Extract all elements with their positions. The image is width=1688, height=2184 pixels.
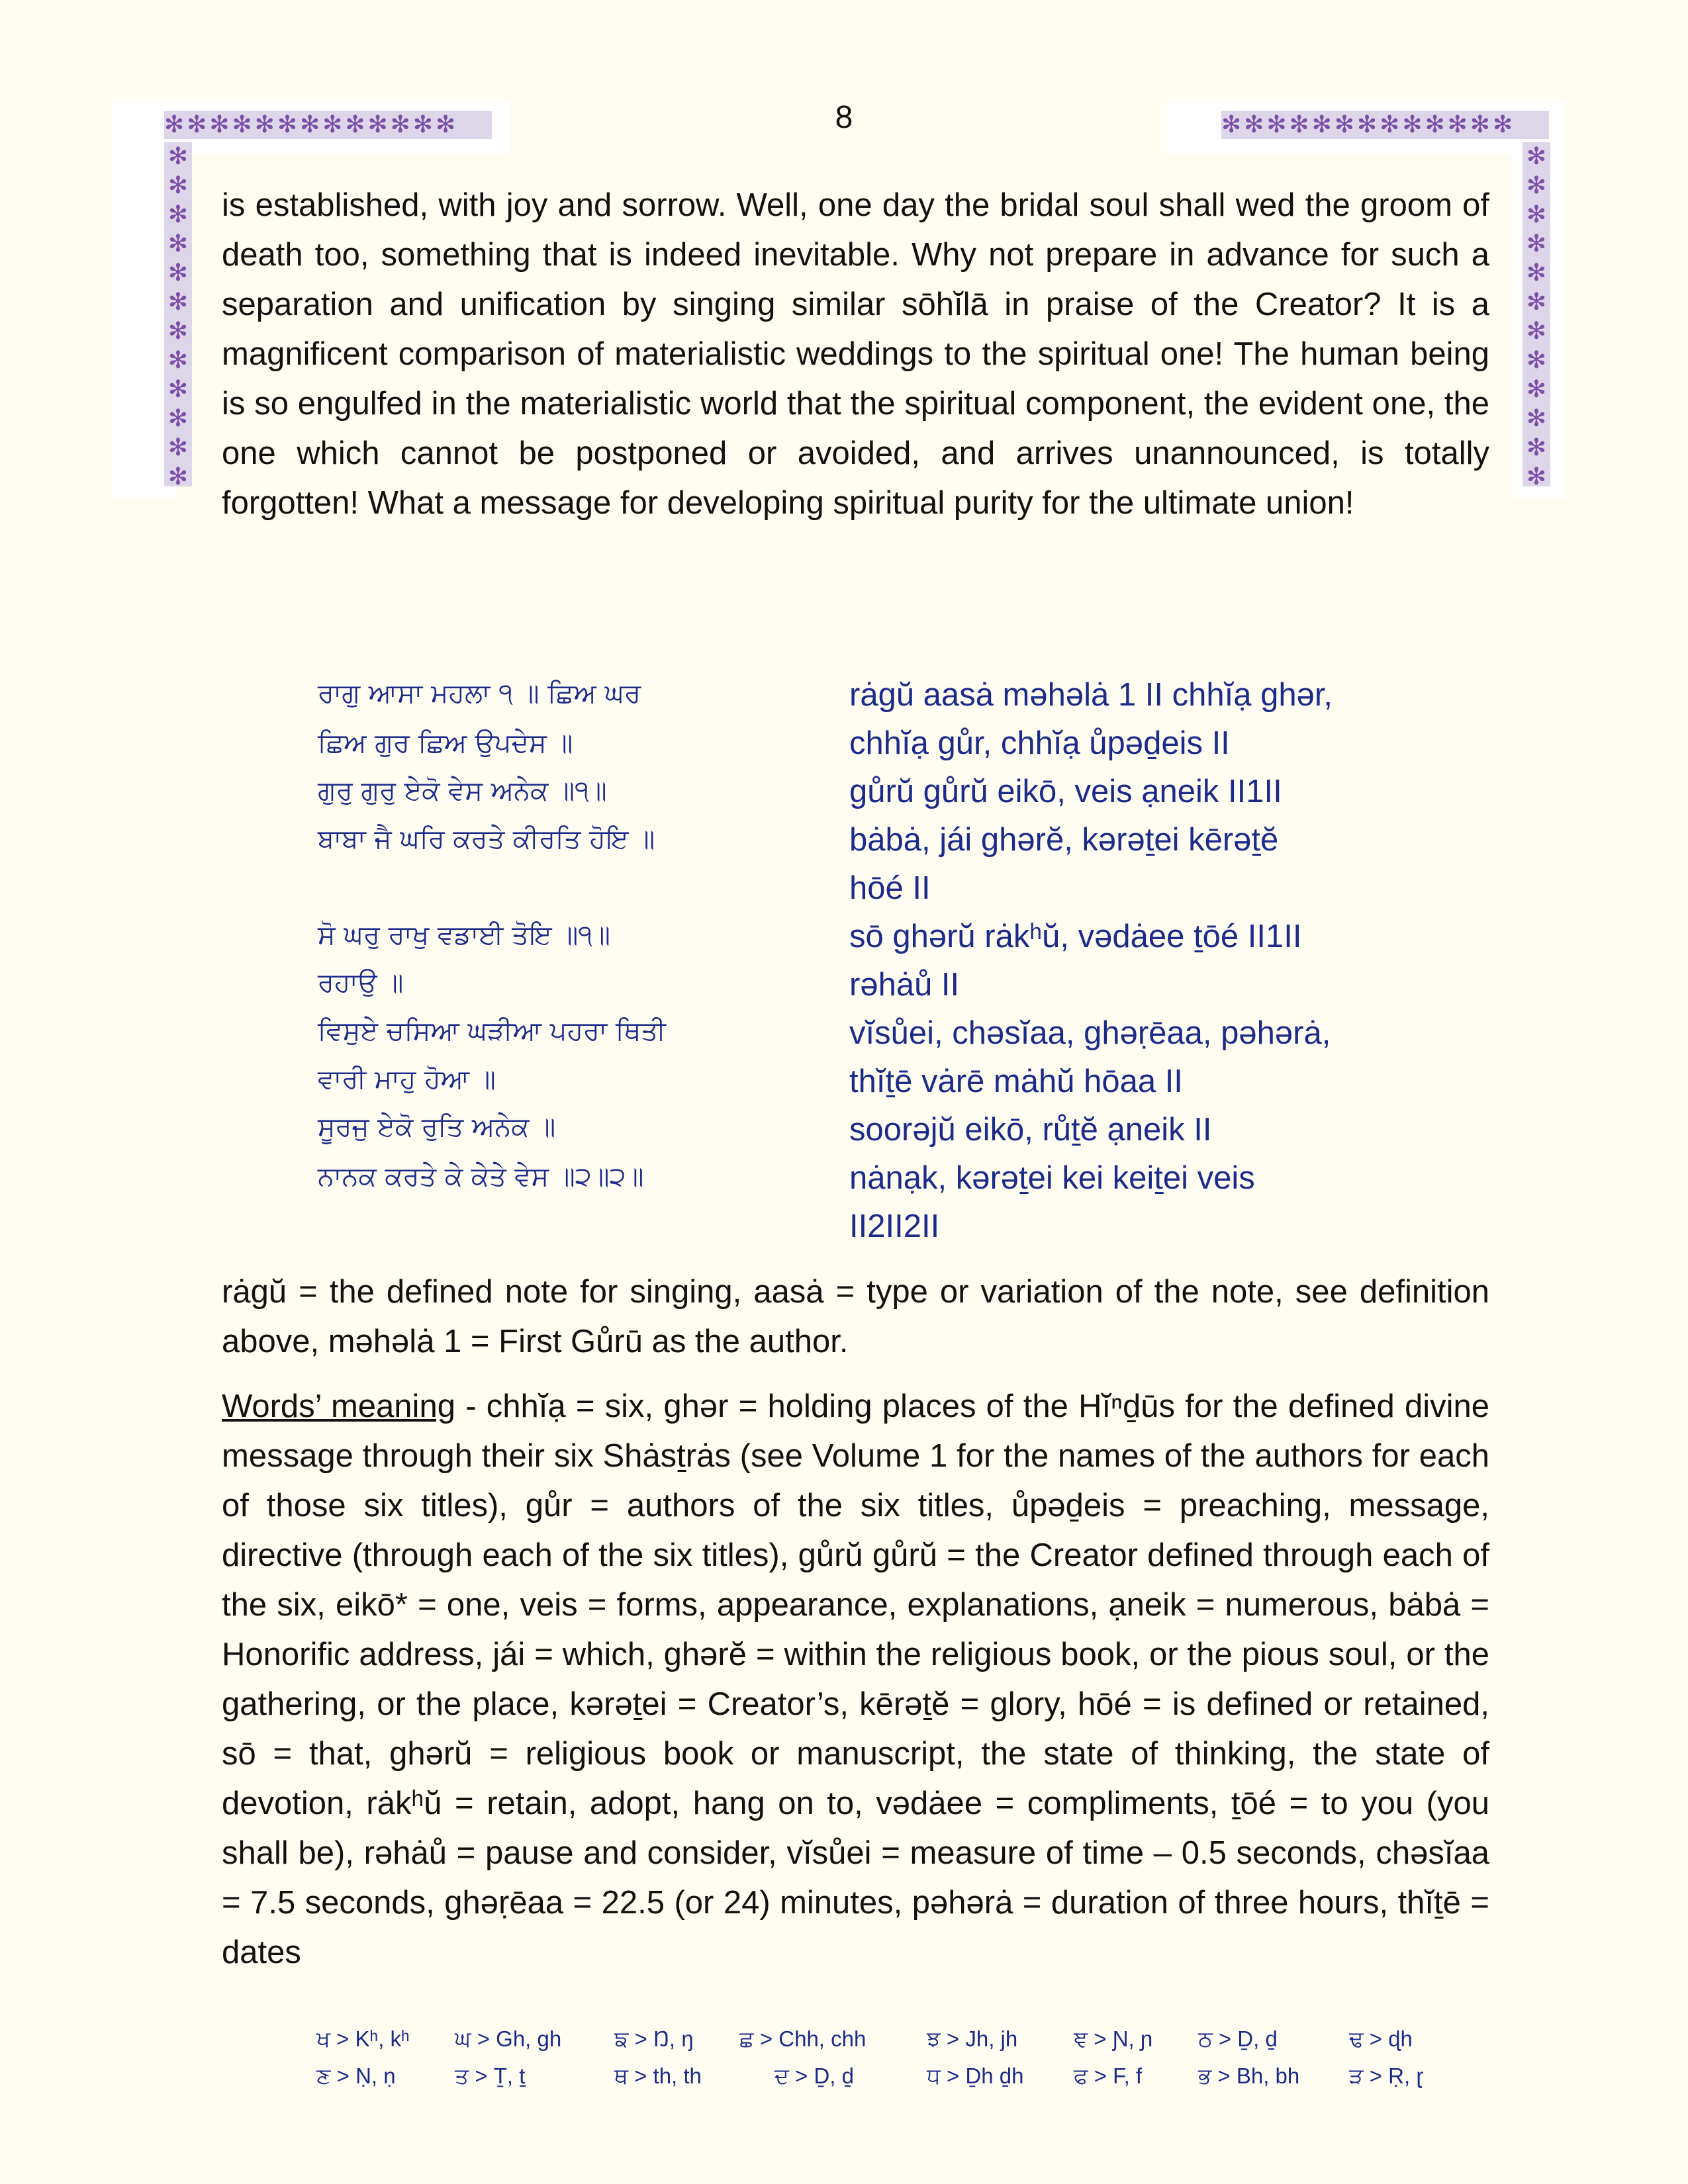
legend-item: ਣ > Ṇ, ṇ <box>316 2064 396 2088</box>
words-meaning-paragraph <box>222 1382 1489 1978</box>
legend-item: ਤ > Ṯ, ṯ <box>455 2064 526 2088</box>
gurmukhi-line: ਛਿਅ ਗੁਰ ਛਿਅ ਉਪਦੇਸ ॥ <box>318 728 573 758</box>
intro-paragraph: is established, with joy and sorrow. Well, one day the bridal soul shall wed the groom of death too, something that is indeed inevitable. Why not prepare in advance for such a separation and unification by singing similar sōhĭlā in praise of the Creator? It is a magnificent comparison of materialistic weddings to the spiritual one! The human being is so engulfed in the materialistic world that the spiritual component, the evident one, the one which cannot be postponed or avoided, and arrives unannounced, is totally forgotten! What a message for developing spiritual purity for the ultimate union! <box>222 187 1489 521</box>
transliteration-line: nȧnạk, kərəṯei kei keiṯei veis <box>849 1160 1255 1196</box>
transliteration-line: soorəjŭ eikō, růṯĕ ạneik II <box>849 1112 1212 1148</box>
gurmukhi-line: ਬਾਬਾ ਜੈ ਘਰਿ ਕਰਤੇ ਕੀਰਤਿ ਹੋਇ ॥ <box>318 824 655 854</box>
words-meaning-heading: Words’ meaning <box>222 1388 455 1424</box>
gurmukhi-line: ਗੁਰੁ ਗੁਰੁ ਏਕੋ ਵੇਸ ਅਨੇਕ ॥੧॥ <box>318 776 607 806</box>
legend-item: ਧ > Ḏh ḏh <box>927 2064 1024 2088</box>
legend-item: ਫ > F, f <box>1074 2064 1143 2088</box>
legend-item: ਠ > Ḏ, ḏ <box>1198 2026 1278 2051</box>
legend-item: ਥ > th, th <box>614 2064 702 2088</box>
transliteration-line: II2II2II <box>849 1208 940 1244</box>
words-meaning-text: - chhĭạ = six, ghər = holding places of the Hĭⁿḏūs for the defined divine message through their six Shȧsṯrȧs (see Volume 1 for the names of the authors for each of those six titles), gůr = authors of the six titles, ůpəḏeis = preaching, message, directive (through each of the six titles), gůrŭ gůrŭ = the Creator defined through each of the six, eikō* = one, veis = forms, appearance, explanations, ạneik = numerous, bȧbȧ = Honorific address, jái = which, ghərĕ = within the religious book, or the pious soul, or the gathering, or the place, kərəṯei = Creator’s, kērəṯĕ = glory, hōé = is defined or retained, sō = that, ghərŭ = religious book or manuscript, the state of thinking, the state of devotion, rȧkʰŭ = retain, adopt, hang on to, vədȧee = compliments, ṯōé = to you (you shall be), rəhȧů = pause and consider, vĭsůei = measure of time – 0.5 seconds, chəsĭaa = 7.5 seconds, ghəṛēaa = 22.5 (or 24) minutes, pəhərȧ = duration of three hours, thĭṯē = dates <box>222 1388 1489 1970</box>
transliteration-line: gůrŭ gůrŭ eikō, veis ạneik II1II <box>849 774 1282 809</box>
gurmukhi-line: ਰਹਾਉ ॥ <box>318 968 404 998</box>
legend-item: ਦ > Ḏ, ḏ <box>774 2064 854 2088</box>
border-stars-top-left: ✻✻✻✻✻✻✻✻✻✻✻✻✻ <box>164 111 492 139</box>
legend-item: ਝ > Jh, jh <box>927 2026 1018 2051</box>
gurmukhi-line: ਵਿਸੁਏ ਚਸਿਆ ਘੜੀਆ ਪਹਰਾ ਥਿਤੀ <box>318 1016 666 1046</box>
legend-item: ਘ > Gh, gh <box>455 2026 562 2051</box>
legend-item: ਭ > Bh, bh <box>1198 2064 1300 2088</box>
legend-item: ਙ > Ŋ, ŋ <box>614 2026 694 2051</box>
gurmukhi-line: ਸੂਰਜੁ ਏਕੋ ਰੁਤਿ ਅਨੇਕ ॥ <box>318 1112 556 1142</box>
gurmukhi-line: ਨਾਨਕ ਕਰਤੇ ਕੇ ਕੇਤੇ ਵੇਸ ॥੨॥੨॥ <box>318 1161 644 1192</box>
transliteration-line: rəhȧů II <box>849 967 960 1003</box>
transliteration-line: vĭsůei, chəsĭaa, ghəṛēaa, pəhərȧ, <box>849 1015 1331 1051</box>
legend-item: ਛ > Chh, chh <box>739 2026 867 2051</box>
page-number: 8 <box>835 100 853 135</box>
border-stars-right: ✻✻✻✻✻✻✻✻✻✻✻✻ <box>1523 142 1550 486</box>
transliteration-line: bȧbȧ, jái ghərĕ, kərəṯei kērəṯĕ <box>849 822 1279 858</box>
transliteration-line: hōé II <box>849 870 931 906</box>
gurmukhi-line: ਰਾਗੁ ਆਸਾ ਮਹਲਾ ੧ ॥ ਛਿਅ ਘਰ <box>318 678 641 709</box>
transliteration-line: chhĭạ gůr, chhĭạ ůpəḏeis II <box>849 725 1230 761</box>
legend-item: ਖ > Kʰ, kʰ <box>316 2026 410 2051</box>
transliteration-line: rȧgŭ aasȧ məhəlȧ 1 II chhĭạ ghər, <box>849 677 1333 713</box>
legend-item: ੜ > Ṛ, ɽ <box>1349 2064 1424 2088</box>
definition-paragraph: rȧgŭ = the defined note for singing, aasȧ = type or variation of the note, see definition above, məhəlȧ 1 = First Gůrū as the author. <box>222 1274 1489 1359</box>
legend-item: ਢ > ɖh <box>1349 2026 1413 2051</box>
border-stars-top-right: ✻✻✻✻✻✻✻✻✻✻✻✻✻ <box>1221 111 1549 139</box>
legend-item: ਞ > Ɲ, ɲ <box>1074 2026 1153 2051</box>
transliteration-line: sō ghərŭ rȧkʰŭ, vədȧee ṯōé II1II <box>849 919 1302 954</box>
transliteration-line: thĭṯē vȧrē mȧhŭ hōaa II <box>849 1064 1183 1099</box>
gurmukhi-line: ਵਾਰੀ ਮਾਹੁ ਹੋਆ ॥ <box>318 1064 496 1095</box>
border-stars-left: ✻✻✻✻✻✻✻✻✻✻✻✻ <box>164 142 192 486</box>
gurmukhi-line: ਸੋ ਘਰੁ ਰਾਖੁ ਵਡਾਈ ਤੋਇ ॥੧॥ <box>318 920 610 950</box>
